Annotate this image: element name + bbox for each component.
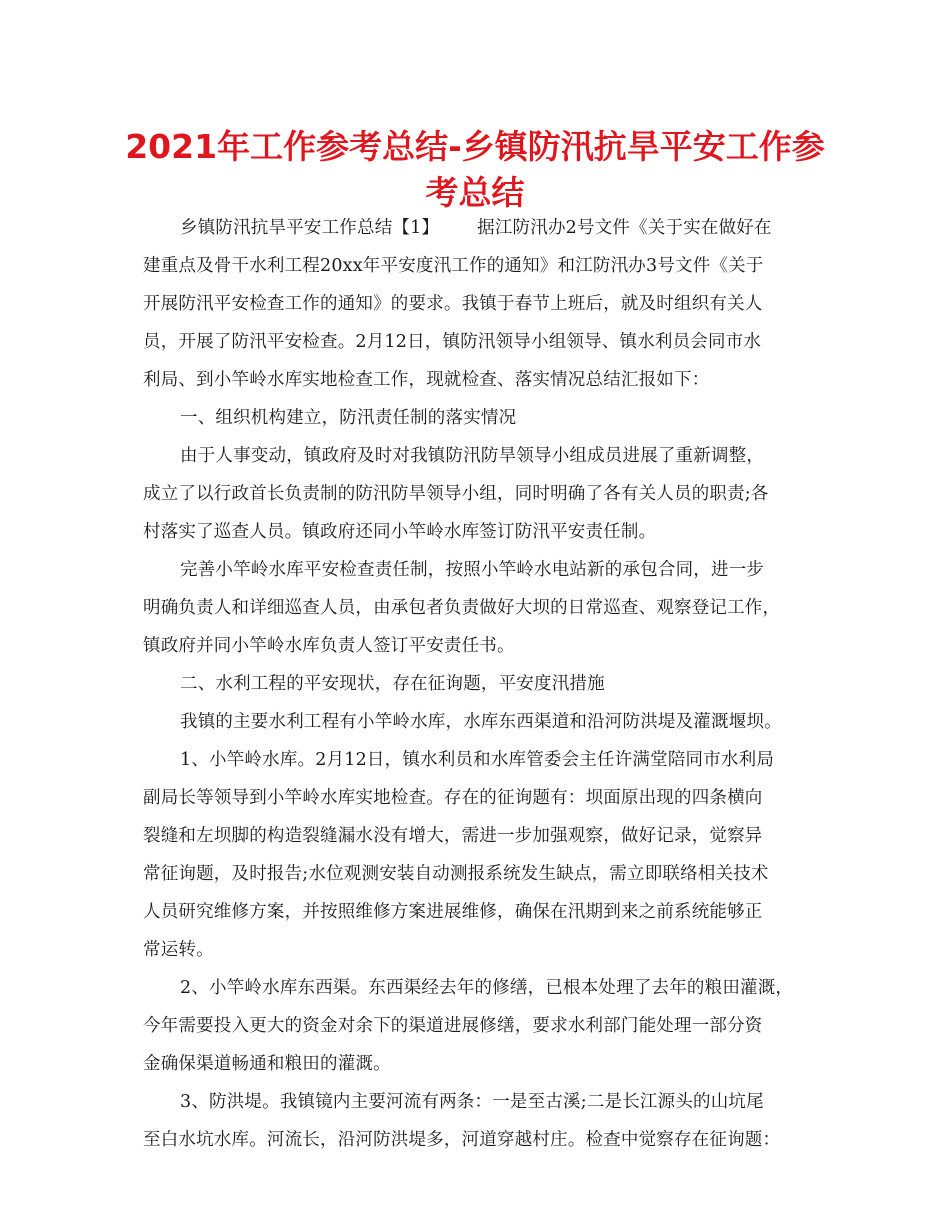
body-line: 副局长等领导到小竿岭水库实地检查。存在的征询题有：坝面原出现的四条横向 xyxy=(143,788,763,808)
body-line: 1、小竿岭水库。2月12日，镇水利员和水库管委会主任许满堂陪同市水利局 xyxy=(180,750,775,770)
body-line: 今年需要投入更大的资金对余下的渠道进展修缮，要求水利部门能处理一部分资 xyxy=(143,1016,763,1036)
body-line: 人员研究维修方案，并按照维修方案进展维修，确保在汛期到来之前系统能够正 xyxy=(143,902,763,922)
section-heading: 乡镇防汛抗旱平安工作总结【1】 xyxy=(180,218,440,238)
body-line: 裂缝和左坝脚的构造裂缝漏水没有增大，需进一步加强观察，做好记录，觉察异 xyxy=(143,826,763,846)
body-line: 常征询题，及时报告;水位观测安装自动测报系统发生缺点，需立即联络相关技术 xyxy=(143,864,769,884)
body-line: 2、小竿岭水库东西渠。东西渠经去年的修缮，已根本处理了去年的粮田灌溉， xyxy=(180,978,794,998)
body-line: 由于人事变动，镇政府及时对我镇防汛防旱领导小组成员进展了重新调整， xyxy=(180,446,765,466)
section-heading: 二、水利工程的平安现状，存在征询题，平安度汛措施 xyxy=(180,674,605,694)
body-line: 开展防汛平安检查工作的通知》的要求。我镇于春节上班后，就及时组织有关人 xyxy=(143,294,763,314)
body-line xyxy=(180,216,813,240)
body-line: 镇政府并同小竿岭水库负责人签订平安责任书。 xyxy=(143,636,515,656)
body-line: 利局、到小竿岭水库实地检查工作，现就检查、落实情况总结汇报如下： xyxy=(143,370,710,390)
document-title-line-2: 考总结 xyxy=(425,173,525,212)
body-line: 成立了以行政首长负责制的防汛防旱领导小组，同时明确了各有关人员的职责;各 xyxy=(143,484,769,504)
body-line: 我镇的主要水利工程有小竿岭水库，水库东西渠道和沿河防洪堤及灌溉堰坝。 xyxy=(180,712,782,732)
body-line: 常运转。 xyxy=(143,940,214,960)
body-line: 员，开展了防汛平安检查。2月12日，镇防汛领导小组领导、镇水利员会同市水 xyxy=(143,332,762,352)
body-line: 完善小竿岭水库平安检查责任制，按照小竿岭水电站新的承包合同，进一步 xyxy=(180,560,765,580)
body-line: 建重点及骨干水利工程20xx年平安度汛工作的通知》和江防汛办3号文件《关于 xyxy=(143,256,764,276)
body-line: 村落实了巡查人员。镇政府还同小竿岭水库签订防汛平安责任制。 xyxy=(143,522,657,542)
body-line: 明确负责人和详细巡查人员，由承包者负责做好大坝的日常巡查、观察登记工作， xyxy=(143,598,781,618)
section-heading: 一、组织机构建立，防汛责任制的落实情况 xyxy=(180,408,517,428)
body-text: 据江防汛办2号文件《关于实在做好在 xyxy=(477,218,772,238)
body-line: 至白水坑水库。河流长，沿河防洪堤多，河道穿越村庄。检查中觉察存在征询题： xyxy=(143,1130,781,1150)
body-line: 3、防洪堤。我镇镜内主要河流有两条：一是至古溪;二是长江源头的山坑尾 xyxy=(180,1092,764,1112)
body-line: 金确保渠道畅通和粮田的灌溉。 xyxy=(143,1054,391,1074)
document-title-line-1: 2021年工作参考总结-乡镇防汛抗旱平安工作参 xyxy=(125,127,825,166)
